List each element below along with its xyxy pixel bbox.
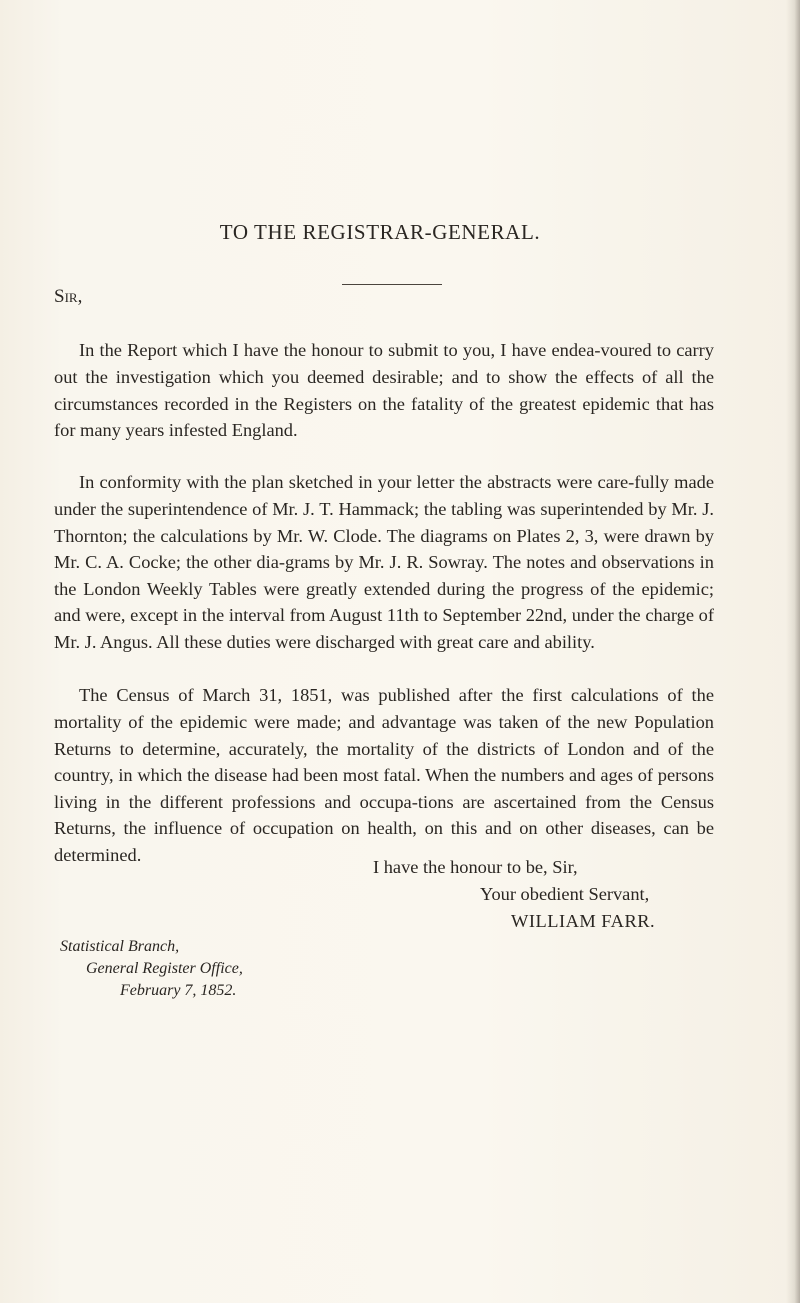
paragraph-1: In the Report which I have the honour to submit to you, I have endea-voured to carry out the investigation which you deemed desirable; and to show the effects of all the circumstances recorded in the Registers on the fatality of the greatest epidemic that has for many years infested England. (54, 340, 714, 441)
letter-title: TO THE REGISTRAR-GENERAL. (219, 220, 541, 244)
title-divider (342, 284, 442, 285)
closing-line-1: I have the honour to be, Sir, (373, 857, 578, 877)
dateline-branch: Statistical Branch, (60, 938, 180, 955)
signature: WILLIAM FARR. (511, 911, 656, 931)
dateline-office: General Register Office, (86, 960, 243, 977)
paragraph-2: In conformity with the plan sketched in your letter the abstracts were care-fully made under the superintendence of Mr. J. T. Hammack; the tabling was superintended by Mr. J. Thornton; the calculations by Mr. W. Clode. The diagrams on Plates 2, 3, were drawn by Mr. C. A. Cocke; the other dia-grams by Mr. J. R. Sowray. The notes and observations in the London Weekly Tables were greatly extended during the progress of the epidemic; and were, except in the interval from August 11th to September 22nd, under the charge of Mr. J. Angus. All these duties were discharged with great care and ability. (54, 472, 714, 652)
closing-line-2: Your obedient Servant, (480, 884, 650, 904)
paragraph-3: The Census of March 31, 1851, was published after the first calculations of the mortality of the epidemic were made; and advantage was taken of the new Population Returns to determine, accurately, the mortality of the districts of London and of the country, in which the disease had been most fatal. When the numbers and ages of persons living in the different professions and occupa-tions are ascertained from the Census Returns, the influence of occupation on health, on this and on other diseases, can be determined. (54, 685, 714, 865)
dateline-date: February 7, 1852. (120, 982, 237, 999)
salutation: Sir, (54, 286, 83, 307)
page-edge-shadow (786, 0, 800, 1303)
